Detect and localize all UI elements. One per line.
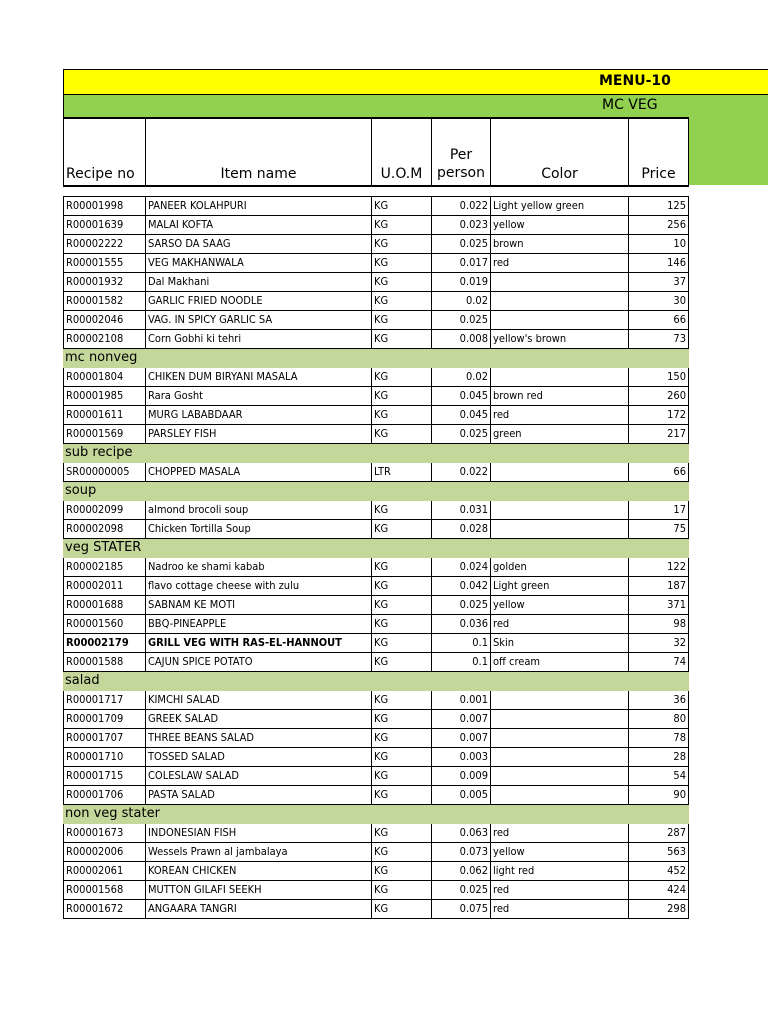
table-row [64,786,689,805]
price-cell: 150 [629,368,689,387]
color-cell [491,520,629,539]
uom-cell: KG [372,710,432,729]
price-cell: 32 [629,634,689,653]
table-row [64,729,689,748]
recipe-no-cell: R00001985 [64,387,146,406]
uom-cell: KG [372,843,432,862]
price-cell: 75 [629,520,689,539]
per-person-cell: 0.1 [432,634,491,653]
color-cell [491,691,629,710]
section-label: sub recipe [64,444,689,463]
item-name-cell: INDONESIAN FISH [146,824,372,843]
section-label: soup [64,482,689,501]
price-cell: 80 [629,710,689,729]
table-row [64,273,689,292]
uom-cell: KG [372,862,432,881]
per-person-cell: 0.025 [432,596,491,615]
recipe-no-cell: R00002011 [64,577,146,596]
item-name-cell: ANGAARA TANGRI [146,900,372,919]
uom-cell: KG [372,425,432,444]
color-cell: Skin [491,634,629,653]
item-name-cell: GARLIC FRIED NOODLE [146,292,372,311]
uom-cell: KG [372,311,432,330]
uom-cell: KG [372,786,432,805]
item-name-cell: KIMCHI SALAD [146,691,372,710]
recipe-no-cell: R00001715 [64,767,146,786]
price-cell: 98 [629,615,689,634]
color-cell [491,501,629,520]
uom-cell: KG [372,368,432,387]
price-cell: 563 [629,843,689,862]
color-cell: light red [491,862,629,881]
recipe-no-cell: R00001688 [64,596,146,615]
color-cell: brown [491,235,629,254]
recipe-no-cell: R00001932 [64,273,146,292]
sheet-title: MENU-10 [599,73,671,89]
section-row [64,805,689,824]
table-row [64,634,689,653]
item-name-cell: TOSSED SALAD [146,748,372,767]
per-person-cell: 0.02 [432,368,491,387]
table-row [64,520,689,539]
color-cell: brown red [491,387,629,406]
uom-cell: KG [372,216,432,235]
table-row [64,216,689,235]
per-person-cell: 0.075 [432,900,491,919]
table-row [64,615,689,634]
table-row [64,463,689,482]
color-cell: yellow's brown [491,330,629,349]
per-person-cell: 0.023 [432,216,491,235]
color-cell [491,767,629,786]
color-cell [491,786,629,805]
header-per-person: Per person [431,117,491,187]
per-person-cell: 0.036 [432,615,491,634]
table-row [64,387,689,406]
per-person-cell: 0.007 [432,729,491,748]
color-cell [491,311,629,330]
price-cell: 10 [629,235,689,254]
uom-cell: KG [372,653,432,672]
price-cell: 256 [629,216,689,235]
per-person-cell: 0.022 [432,463,491,482]
per-person-cell: 0.024 [432,558,491,577]
recipe-no-cell: R00002006 [64,843,146,862]
item-name-cell: almond brocoli soup [146,501,372,520]
uom-cell: KG [372,273,432,292]
menu-table [63,196,689,919]
recipe-no-cell: R00001639 [64,216,146,235]
header-price: Price [628,117,689,187]
item-name-cell: COLESLAW SALAD [146,767,372,786]
price-cell: 28 [629,748,689,767]
price-cell: 54 [629,767,689,786]
per-person-cell: 0.025 [432,235,491,254]
section-row [64,672,689,691]
table-row [64,292,689,311]
recipe-no-cell: R00001555 [64,254,146,273]
price-cell: 371 [629,596,689,615]
recipe-no-cell: R00001560 [64,615,146,634]
color-cell: Light yellow green [491,197,629,216]
item-name-cell: Corn Gobhi ki tehri [146,330,372,349]
color-cell: golden [491,558,629,577]
item-name-cell: Rara Gosht [146,387,372,406]
table-row [64,767,689,786]
subtitle-bar [63,95,768,117]
color-cell: yellow [491,216,629,235]
recipe-no-cell: R00001672 [64,900,146,919]
price-cell: 122 [629,558,689,577]
item-name-cell: MALAI KOFTA [146,216,372,235]
uom-cell: KG [372,596,432,615]
price-cell: 74 [629,653,689,672]
recipe-no-cell: R00001707 [64,729,146,748]
color-cell: Light green [491,577,629,596]
recipe-no-cell: R00002179 [64,634,146,653]
per-person-cell: 0.045 [432,387,491,406]
section-row [64,539,689,558]
recipe-no-cell: R00001717 [64,691,146,710]
uom-cell: KG [372,197,432,216]
recipe-no-cell: R00002098 [64,520,146,539]
price-cell: 217 [629,425,689,444]
header-uom: U.O.M [371,117,432,187]
price-cell: 90 [629,786,689,805]
per-person-cell: 0.042 [432,577,491,596]
item-name-cell: flavo cottage cheese with zulu [146,577,372,596]
table-row [64,843,689,862]
item-name-cell: VEG MAKHANWALA [146,254,372,273]
table-row [64,425,689,444]
uom-cell: KG [372,824,432,843]
price-cell: 187 [629,577,689,596]
section-row [64,482,689,501]
per-person-cell: 0.063 [432,824,491,843]
per-person-cell: 0.028 [432,520,491,539]
recipe-no-cell: R00002185 [64,558,146,577]
price-cell: 260 [629,387,689,406]
price-cell: 298 [629,900,689,919]
uom-cell: KG [372,767,432,786]
price-cell: 424 [629,881,689,900]
per-person-cell: 0.005 [432,786,491,805]
recipe-no-cell: R00001588 [64,653,146,672]
per-person-cell: 0.022 [432,197,491,216]
per-person-cell: 0.1 [432,653,491,672]
per-person-cell: 0.008 [432,330,491,349]
per-person-cell: 0.019 [432,273,491,292]
table-row [64,748,689,767]
color-cell: green [491,425,629,444]
price-cell: 125 [629,197,689,216]
recipe-no-cell: R00001706 [64,786,146,805]
price-cell: 66 [629,311,689,330]
uom-cell: KG [372,615,432,634]
uom-cell: KG [372,577,432,596]
recipe-no-cell: R00001710 [64,748,146,767]
color-cell [491,292,629,311]
item-name-cell: BBQ-PINEAPPLE [146,615,372,634]
color-cell [491,463,629,482]
item-name-cell: GREEK SALAD [146,710,372,729]
uom-cell: KG [372,406,432,425]
price-cell: 78 [629,729,689,748]
item-name-cell: Chicken Tortilla Soup [146,520,372,539]
item-name-cell: VAG. IN SPICY GARLIC SA [146,311,372,330]
per-person-cell: 0.009 [432,767,491,786]
color-cell: red [491,824,629,843]
table-row [64,577,689,596]
recipe-no-cell: R00001582 [64,292,146,311]
item-name-cell: MUTTON GILAFI SEEKH [146,881,372,900]
color-cell [491,748,629,767]
recipe-no-cell: R00001998 [64,197,146,216]
uom-cell: LTR [372,463,432,482]
price-cell: 37 [629,273,689,292]
per-person-cell: 0.045 [432,406,491,425]
table-row [64,406,689,425]
uom-cell: KG [372,881,432,900]
item-name-cell: CHIKEN DUM BIRYANI MASALA [146,368,372,387]
table-row [64,691,689,710]
color-cell: red [491,615,629,634]
table-row [64,881,689,900]
recipe-no-cell: R00001804 [64,368,146,387]
price-cell: 17 [629,501,689,520]
table-row [64,311,689,330]
price-cell: 452 [629,862,689,881]
color-cell: off cream [491,653,629,672]
table-row [64,653,689,672]
section-label: veg STATER [64,539,689,558]
item-name-cell: KOREAN CHICKEN [146,862,372,881]
uom-cell: KG [372,748,432,767]
price-cell: 36 [629,691,689,710]
recipe-no-cell: R00001709 [64,710,146,729]
per-person-cell: 0.073 [432,843,491,862]
color-cell: red [491,881,629,900]
title-bar [63,69,768,95]
table-row [64,710,689,729]
uom-cell: KG [372,254,432,273]
uom-cell: KG [372,729,432,748]
price-cell: 66 [629,463,689,482]
price-cell: 146 [629,254,689,273]
uom-cell: KG [372,900,432,919]
uom-cell: KG [372,292,432,311]
recipe-no-cell: R00001569 [64,425,146,444]
uom-cell: KG [372,235,432,254]
table-row [64,330,689,349]
color-cell [491,273,629,292]
uom-cell: KG [372,558,432,577]
table-row [64,824,689,843]
uom-cell: KG [372,634,432,653]
recipe-no-cell: R00002108 [64,330,146,349]
color-cell [491,710,629,729]
table-row [64,558,689,577]
item-name-cell: GRILL VEG WITH RAS-EL-HANNOUT [146,634,372,653]
recipe-no-cell: R00001568 [64,881,146,900]
item-name-cell: PANEER KOLAHPURI [146,197,372,216]
table-row [64,254,689,273]
table-row [64,501,689,520]
table-row [64,197,689,216]
item-name-cell: Wessels Prawn al jambalaya [146,843,372,862]
item-name-cell: Nadroo ke shami kabab [146,558,372,577]
item-name-cell: PARSLEY FISH [146,425,372,444]
uom-cell: KG [372,501,432,520]
header-recipe-no: Recipe no [63,117,146,187]
section-label: salad [64,672,689,691]
per-person-cell: 0.003 [432,748,491,767]
color-cell: yellow [491,843,629,862]
item-name-cell: MURG LABABDAAR [146,406,372,425]
color-cell [491,729,629,748]
per-person-cell: 0.007 [432,710,491,729]
item-name-cell: PASTA SALAD [146,786,372,805]
color-cell: red [491,406,629,425]
price-cell: 287 [629,824,689,843]
table-row [64,900,689,919]
recipe-no-cell: R00002222 [64,235,146,254]
per-person-cell: 0.025 [432,311,491,330]
section-row [64,444,689,463]
uom-cell: KG [372,520,432,539]
recipe-no-cell: R00002099 [64,501,146,520]
item-name-cell: SARSO DA SAAG [146,235,372,254]
table-row [64,368,689,387]
table-row [64,862,689,881]
recipe-no-cell: SR00000005 [64,463,146,482]
recipe-no-cell: R00002046 [64,311,146,330]
price-cell: 30 [629,292,689,311]
item-name-cell: CAJUN SPICE POTATO [146,653,372,672]
item-name-cell: SABNAM KE MOTI [146,596,372,615]
per-person-cell: 0.025 [432,881,491,900]
per-person-cell: 0.031 [432,501,491,520]
per-person-cell: 0.001 [432,691,491,710]
uom-cell: KG [372,691,432,710]
color-cell: yellow [491,596,629,615]
item-name-cell: Dal Makhani [146,273,372,292]
header-color: Color [490,117,629,187]
table-row [64,596,689,615]
section-row [64,349,689,368]
color-cell [491,368,629,387]
item-name-cell: THREE BEANS SALAD [146,729,372,748]
per-person-cell: 0.025 [432,425,491,444]
uom-cell: KG [372,387,432,406]
header-fill [688,117,768,185]
table-row [64,235,689,254]
header-item-name: Item name [145,117,372,187]
price-cell: 172 [629,406,689,425]
color-cell: red [491,900,629,919]
recipe-no-cell: R00002061 [64,862,146,881]
item-name-cell: CHOPPED MASALA [146,463,372,482]
per-person-cell: 0.017 [432,254,491,273]
recipe-no-cell: R00001611 [64,406,146,425]
price-cell: 73 [629,330,689,349]
recipe-no-cell: R00001673 [64,824,146,843]
color-cell: red [491,254,629,273]
section-label: non veg stater [64,805,689,824]
sheet-subtitle: MC VEG [602,97,658,113]
uom-cell: KG [372,330,432,349]
section-label: mc nonveg [64,349,689,368]
per-person-cell: 0.062 [432,862,491,881]
per-person-cell: 0.02 [432,292,491,311]
